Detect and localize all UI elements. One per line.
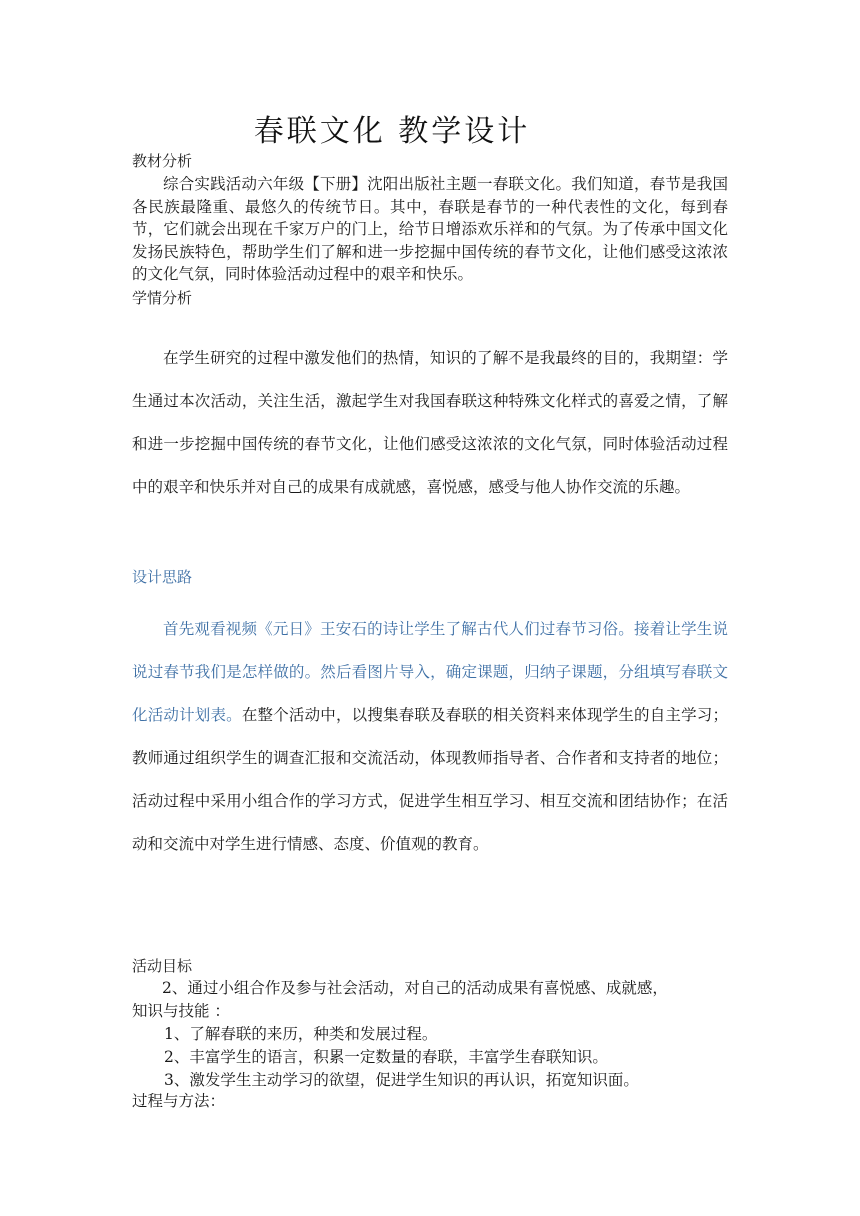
design-paragraph: [132, 608, 728, 866]
design-paragraph-rest: 在整个活动中，以搜集春联及春联的相关资料来体现学生的自主学习；教师通过组织学生的调查汇报和交流活动，体现教师指导者、合作者和支持者的地位；活动过程中采用小组合作的学习方式，促进学生相互学习、相互交流和团结协作；在活动和交流中对学生进行情感、态度、价值观的教育。: [132, 706, 728, 853]
section-heading-design: 设计思路: [132, 568, 193, 586]
student-analysis-paragraph: 在学生研究的过程中激发他们的热情，知识的了解不是我最终的目的，我期望：学生通过本次活动，关注生活，激起学生对我国春联这种特殊文化样式的喜爱之情，了解和进一步挖掘中国传统的春节文化，让他们感受这浓浓的文化气氛，同时体验活动过程中的艰辛和快乐并对自己的成果有成就感，喜悦感，感受与他人协作交流的乐趣。: [132, 349, 728, 496]
material-analysis-paragraph: 综合实践活动六年级【下册】沈阳出版社主题一春联文化。我们知道，春节是我国各民族最隆重、最悠久的传统节日。其中，春联是春节的一种代表性的文化，每到春节，它们就会出现在千家万户的门上，给节日增添欢乐祥和的气氛。为了传承中国文化发扬民族特色，帮助学生们了解和进一步挖掘中国传统的春节文化，让他们感受这浓浓的文化气氛，同时体验活动过程中的艰辛和快乐。: [132, 175, 728, 283]
section-heading-material: 教材分析: [132, 152, 193, 170]
section-heading-goals: 活动目标: [132, 957, 193, 975]
knowledge-item-1: 1、了解春联的来历，种类和发展过程。: [164, 1025, 438, 1043]
section-heading-students: 学情分析: [132, 289, 193, 307]
knowledge-item-2: 2、丰富学生的语言，积累一定数量的春联，丰富学生春联知识。: [164, 1048, 608, 1066]
knowledge-skills-heading: 知识与技能 ：: [132, 1002, 230, 1020]
knowledge-item-3: 3、激发学生主动学习的欲望，促进学生知识的再认识，拓宽知识面。: [164, 1071, 639, 1089]
process-method-heading: 过程与方法：: [132, 1092, 226, 1110]
goal-item-2: 2、通过小组合作及参与社会活动，对自己的活动成果有喜悦感、成就感，: [162, 979, 668, 997]
design-paragraph-highlight: 首先观看视频《元日》王安石的诗让学生了解古代人们过春节习俗。接着让学生说说过春节我们是怎样做的。然后看图片导入，确定课题，归纳子课题，分组填写春联文化活动计划表。: [132, 620, 728, 724]
page-title: 春联文化 教学设计: [253, 114, 531, 149]
